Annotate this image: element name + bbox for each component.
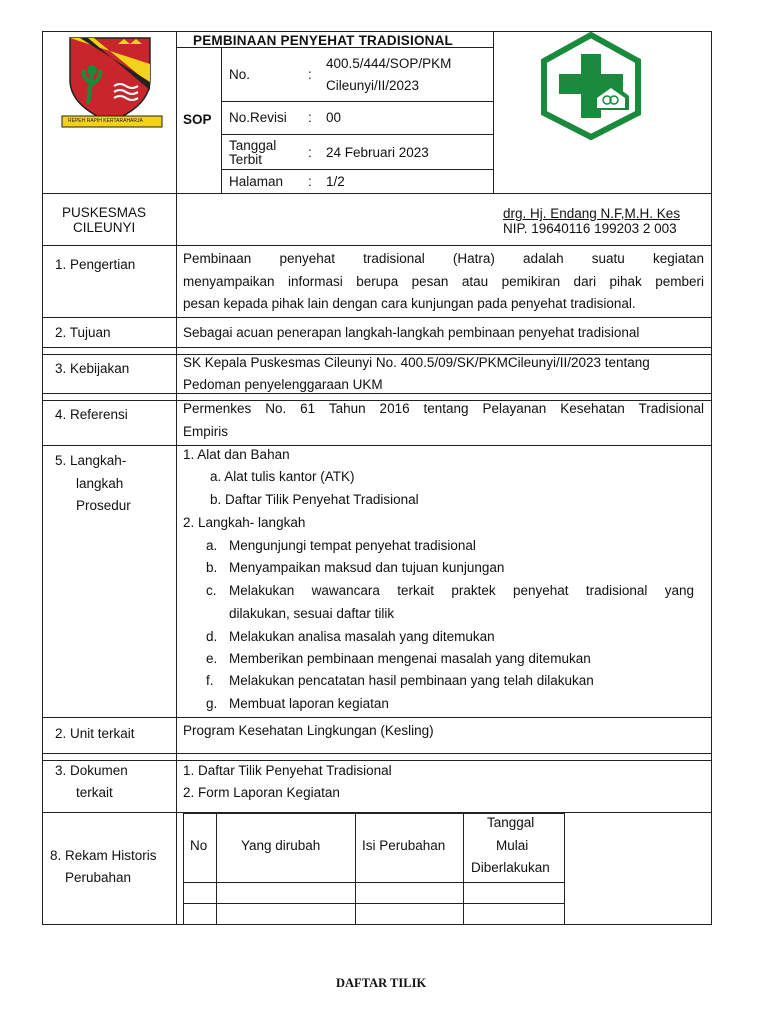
prosedur-group-1-item-b: b. Daftar Tilik Penyehat Tradisional	[210, 492, 419, 507]
issue-date-colon: :	[308, 145, 312, 160]
doc-number-value-2: Cileunyi/II/2023	[326, 78, 420, 93]
page-label: Halaman	[229, 174, 284, 189]
tujuan-label: 2. Tujuan	[55, 325, 111, 340]
dokumen-label-2: terkait	[76, 785, 113, 800]
kebijakan-line-2: Pedoman penyelenggaraan UKM	[183, 377, 383, 392]
pengertian-line-3: pesan kepada pihak lain dengan cara kunjungan pada penyehat tradisional.	[183, 296, 636, 311]
regency-emblem	[58, 34, 166, 132]
step-d-text: Melakukan analisa masalah yang ditemukan	[229, 629, 495, 644]
history-col-tgl-2: Mulai	[496, 838, 529, 853]
pengertian-line-1: Pembinaan penyehat tradisional (Hatra) adalah suatu kegiatan	[183, 251, 704, 266]
page-colon: :	[308, 174, 312, 189]
history-col-no: No	[190, 838, 208, 853]
rekam-label-1: 8. Rekam Historis	[50, 848, 157, 863]
issue-date-label-2: Terbit	[229, 152, 263, 167]
step-e-text: Memberikan pembinaan mengenai masalah yang ditemukan	[229, 651, 591, 666]
pengertian-line-2: menyampaikan informasi berupa pesan atau pemikiran dari pihak pemberi	[183, 273, 704, 289]
revision-colon: :	[308, 110, 312, 125]
step-b-text: Menyampaikan maksud dan tujuan kunjungan	[229, 560, 505, 575]
history-col-tgl-3: Diberlakukan	[471, 860, 550, 875]
org-name-1: PUSKESMAS	[62, 205, 147, 220]
step-c-text-cont: dilakukan, sesuai daftar tilik	[229, 606, 395, 621]
dokumen-item-2: 2. Form Laporan Kegiatan	[183, 785, 340, 800]
kebijakan-line-1: SK Kepala Puskesmas Cileunyi No. 400.5/09/SK/PKMCileunyi/II/2023 tentang	[183, 355, 650, 370]
step-f-letter: f.	[206, 673, 214, 688]
step-e-letter: e.	[206, 651, 218, 666]
history-col-yang: Yang dirubah	[241, 838, 321, 853]
tujuan-text: Sebagai acuan penerapan langkah-langkah pembinaan penyehat tradisional	[183, 325, 640, 340]
page-value: 1/2	[326, 174, 345, 189]
prosedur-label-1: 5. Langkah-	[55, 453, 127, 468]
signer-nip: NIP. 19640116 199203 2 003	[503, 221, 677, 236]
emblem-banner: REPEH RAPIH KERTARAHARJA	[68, 118, 143, 124]
step-f-text: Melakukan pencatatan hasil pembinaan yang telah dilakukan	[229, 673, 594, 688]
kebijakan-label: 3. Kebijakan	[55, 361, 130, 376]
step-g-text: Membuat laporan kegiatan	[229, 696, 389, 711]
prosedur-group-2: 2. Langkah- langkah	[183, 515, 306, 530]
doc-number-colon: :	[308, 67, 312, 82]
step-b-letter: b.	[206, 560, 218, 575]
prosedur-group-1: 1. Alat dan Bahan	[183, 447, 290, 462]
prosedur-group-1-item-a: a. Alat tulis kantor (ATK)	[210, 469, 355, 484]
referensi-line-1: Permenkes No. 61 Tahun 2016 tentang Pelayanan Kesehatan Tradisional	[183, 401, 704, 416]
pengertian-text	[183, 248, 704, 316]
footer-title: DAFTAR TILIK	[336, 976, 427, 990]
issue-date-value: 24 Februari 2023	[326, 145, 429, 160]
page-title: PEMBINAAN PENYEHAT TRADISIONAL	[193, 33, 454, 48]
rekam-label-2: Perubahan	[65, 870, 132, 885]
referensi-line-2: Empiris	[183, 424, 229, 439]
signer-name: drg. Hj. Endang N.F,M.H. Kes	[503, 206, 681, 221]
dokumen-label-1: 3. Dokumen	[55, 763, 128, 778]
doc-number-value-1: 400.5/444/SOP/PKM	[326, 56, 452, 71]
step-g-letter: g.	[206, 696, 218, 711]
doc-number-label: No.	[229, 67, 251, 82]
step-a-text: Mengunjungi tempat penyehat tradisional	[229, 538, 476, 553]
step-a-letter: a.	[206, 538, 218, 553]
revision-value: 00	[326, 110, 342, 125]
org-name-2: CILEUNYI	[73, 220, 136, 235]
history-col-isi: Isi Perubahan	[362, 838, 446, 853]
pengertian-label: 1. Pengertian	[55, 257, 136, 272]
unit-label: 2. Unit terkait	[55, 726, 135, 741]
sop-label: SOP	[183, 112, 212, 127]
history-col-tgl-1: Tanggal	[487, 815, 535, 830]
prosedur-label-3: Prosedur	[76, 498, 131, 513]
revision-label: No.Revisi	[229, 110, 287, 125]
puskesmas-cross-icon	[539, 32, 643, 140]
puskesmas-logo	[539, 32, 643, 140]
dokumen-item-1: 1. Daftar Tilik Penyehat Tradisional	[183, 763, 392, 778]
step-c-letter: c.	[206, 583, 217, 598]
issue-date-label-1: Tanggal	[229, 138, 277, 153]
referensi-label: 4. Referensi	[55, 407, 128, 422]
step-c-text: Melakukan wawancara terkait praktek penyehat tradisional yang	[229, 583, 694, 598]
unit-text: Program Kesehatan Lingkungan (Kesling)	[183, 723, 434, 738]
prosedur-label-2: langkah	[76, 476, 124, 491]
step-d-letter: d.	[206, 629, 218, 644]
